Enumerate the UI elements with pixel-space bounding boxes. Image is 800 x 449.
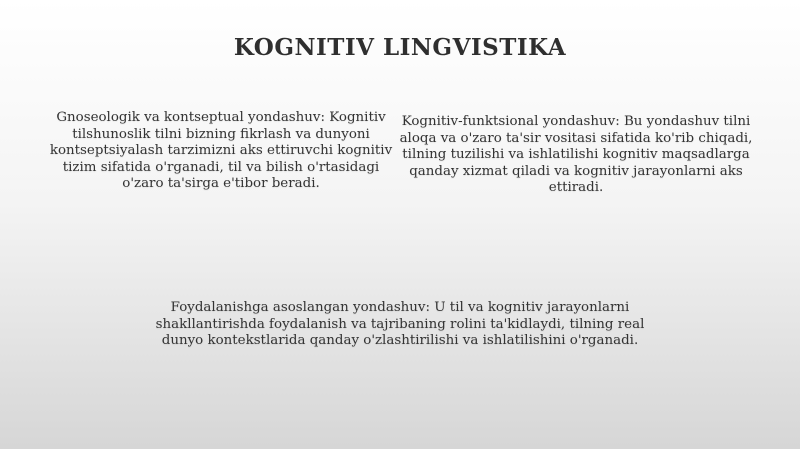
text-block-usage-based-approach: Foydalanishga asoslangan yondashuv: U til va kognitiv jarayonlarni shakllantirishda foydalanish va tajribaning rolini ta'kidlaydi, tilning real dunyo kontekstlarida qanday o'zlashtirilishi va ishlatilishini o'rganadi. — [155, 300, 645, 349]
text-block-gnoseological-approach: Gnoseologik va kontseptual yondashuv: Kognitiv tilshunoslik tilni bizning fikrlash va dunyoni kontseptsiyalash tarzimizni aks ettiruvchi kognitiv tizim sifatida o'rganadi, til va bilish o'rtasidagi o'zaro ta'sirga e'tibor beradi. — [49, 110, 393, 192]
slide-title: KOGNITIV LINGVISTIKA — [233, 34, 567, 61]
text-block-cognitive-functional-approach: Kognitiv-funktsional yondashuv: Bu yondashuv tilni aloqa va o'zaro ta'sir vositasi sifatida ko'rib chiqadi, tilning tuzilishi va ishlatilishi kognitiv maqsadlarga qanday xizmat qiladi va kognitiv jarayonlarni aks ettiradi. — [399, 114, 753, 196]
